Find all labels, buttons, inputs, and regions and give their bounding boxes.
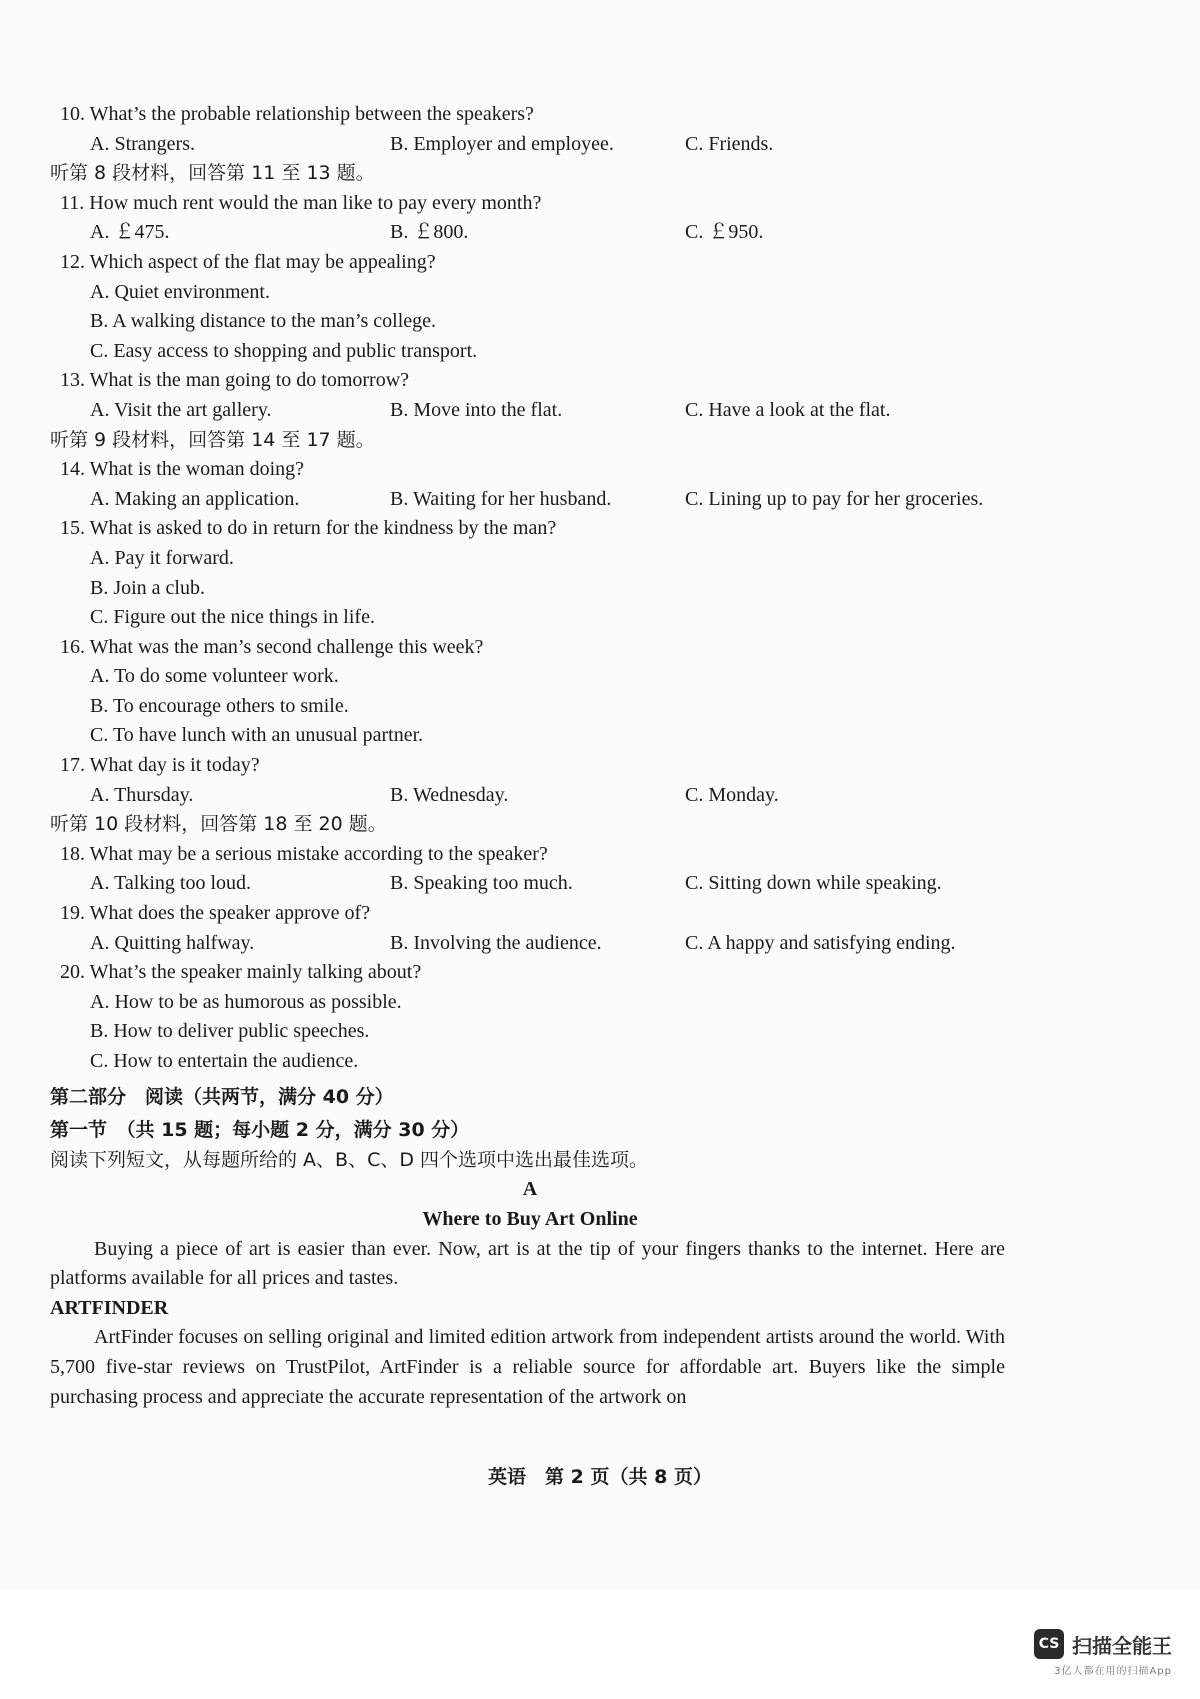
- question-11-stem: 11. How much rent would the man like to pay every month?: [60, 191, 542, 214]
- part-2-heading: 第二部分 阅读（共两节，满分 40 分）: [50, 1085, 394, 1108]
- q20-option-b: B. How to deliver public speeches.: [90, 1020, 370, 1043]
- q19-option-b: B. Involving the audience.: [390, 931, 602, 954]
- question-14-stem: 14. What is the woman doing?: [60, 458, 305, 481]
- watermark-app-name: 扫描全能王: [1072, 1633, 1172, 1658]
- question-16-stem: 16. What was the man’s second challenge this week?: [60, 635, 484, 658]
- q11-option-c: C. ￡950.: [685, 221, 764, 244]
- q15-option-c: C. Figure out the nice things in life.: [90, 606, 375, 629]
- passage-intro: Buying a piece of art is easier than ever. Now, art is at the tip of your fingers thanks to the internet. Here are platforms available for all prices and tastes.: [50, 1237, 1005, 1290]
- question-20-stem: 20. What’s the speaker mainly talking about?: [60, 961, 422, 984]
- question-17-options: [50, 781, 1010, 811]
- q16-option-b: B. To encourage others to smile.: [90, 694, 349, 717]
- q13-option-a: A. Visit the art gallery.: [90, 398, 272, 421]
- q16-option-a: A. To do some volunteer work.: [90, 665, 339, 688]
- section-10-heading: 听第 10 段材料，回答第 18 至 20 题。: [50, 813, 387, 836]
- q12-option-c: C. Easy access to shopping and public transport.: [90, 339, 478, 362]
- q12-option-a: A. Quiet environment.: [90, 280, 270, 303]
- q20-option-c: C. How to entertain the audience.: [90, 1050, 359, 1072]
- q20-option-a: A. How to be as humorous as possible.: [90, 990, 402, 1013]
- passage-subheading: ARTFINDER: [50, 1296, 169, 1319]
- section-9-heading: 听第 9 段材料，回答第 14 至 17 题。: [50, 428, 375, 451]
- q18-option-c: C. Sitting down while speaking.: [685, 872, 942, 895]
- q17-option-a: A. Thursday.: [90, 783, 194, 806]
- q17-option-b: B. Wednesday.: [390, 783, 509, 806]
- q19-option-c: C. A happy and satisfying ending.: [685, 931, 956, 954]
- question-17-stem: 17. What day is it today?: [60, 754, 260, 777]
- passage-body: ArtFinder focuses on selling original and limited edition artwork from independent artists around the world. With 5,700 five-star reviews on TrustPilot, ArtFinder is a reliable source for affordable art. Buyers like the simple purchasing process and appreciate the accurate representation of the artwork on: [50, 1326, 1005, 1408]
- q18-option-a: A. Talking too loud.: [90, 872, 252, 895]
- question-14-options: [50, 485, 1010, 515]
- question-11-options: [50, 218, 1010, 248]
- section-1-heading: 第一节 （共 15 题；每小题 2 分，满分 30 分）: [50, 1119, 470, 1142]
- passage-letter: A: [522, 1178, 538, 1201]
- q10-option-b: B. Employer and employee.: [390, 132, 614, 155]
- q13-option-c: C. Have a look at the flat.: [685, 398, 891, 421]
- scanner-watermark: [1034, 1629, 1172, 1677]
- question-19-options: [50, 929, 1010, 959]
- q13-option-b: B. Move into the flat.: [390, 398, 563, 421]
- q15-option-b: B. Join a club.: [90, 576, 205, 599]
- q14-option-a: A. Making an application.: [90, 487, 300, 510]
- q14-option-c: C. Lining up to pay for her groceries.: [685, 487, 984, 510]
- q14-option-b: B. Waiting for her husband.: [390, 487, 612, 510]
- q17-option-c: C. Monday.: [685, 783, 779, 806]
- question-10-options: [50, 130, 1010, 160]
- q15-option-a: A. Pay it forward.: [90, 546, 234, 569]
- reading-instruction: 阅读下列短文，从每题所给的 A、B、C、D 四个选项中选出最佳选项。: [50, 1148, 649, 1171]
- q16-option-c: C. To have lunch with an unusual partner.: [90, 724, 424, 747]
- question-19-stem: 19. What does the speaker approve of?: [60, 902, 371, 925]
- question-12-stem: 12. Which aspect of the flat may be appealing?: [60, 250, 436, 273]
- page-footer: 英语 第 2 页（共 8 页）: [488, 1466, 712, 1488]
- question-13-options: [50, 396, 1010, 426]
- camscanner-logo-icon: CS: [1034, 1629, 1064, 1659]
- q18-option-b: B. Speaking too much.: [390, 872, 573, 895]
- q11-option-a: A. ￡475.: [90, 221, 170, 244]
- passage-title: Where to Buy Art Online: [422, 1207, 638, 1230]
- q10-option-a: A. Strangers.: [90, 132, 195, 155]
- q10-option-c: C. Friends.: [685, 132, 774, 155]
- q12-option-b: B. A walking distance to the man’s college.: [90, 310, 437, 333]
- question-18-options: [50, 869, 1010, 899]
- watermark-tagline: 3亿人都在用的扫描App: [1054, 1666, 1172, 1677]
- page-content: [50, 100, 1010, 1412]
- question-15-stem: 15. What is asked to do in return for the kindness by the man?: [60, 517, 557, 540]
- section-8-heading: 听第 8 段材料，回答第 11 至 13 题。: [50, 162, 375, 185]
- question-13-stem: 13. What is the man going to do tomorrow?: [60, 369, 410, 392]
- question-18-stem: 18. What may be a serious mistake according to the speaker?: [60, 842, 548, 865]
- q19-option-a: A. Quitting halfway.: [90, 931, 255, 954]
- q11-option-b: B. ￡800.: [390, 221, 469, 244]
- question-10-stem: 10. What’s the probable relationship between the speakers?: [60, 103, 534, 125]
